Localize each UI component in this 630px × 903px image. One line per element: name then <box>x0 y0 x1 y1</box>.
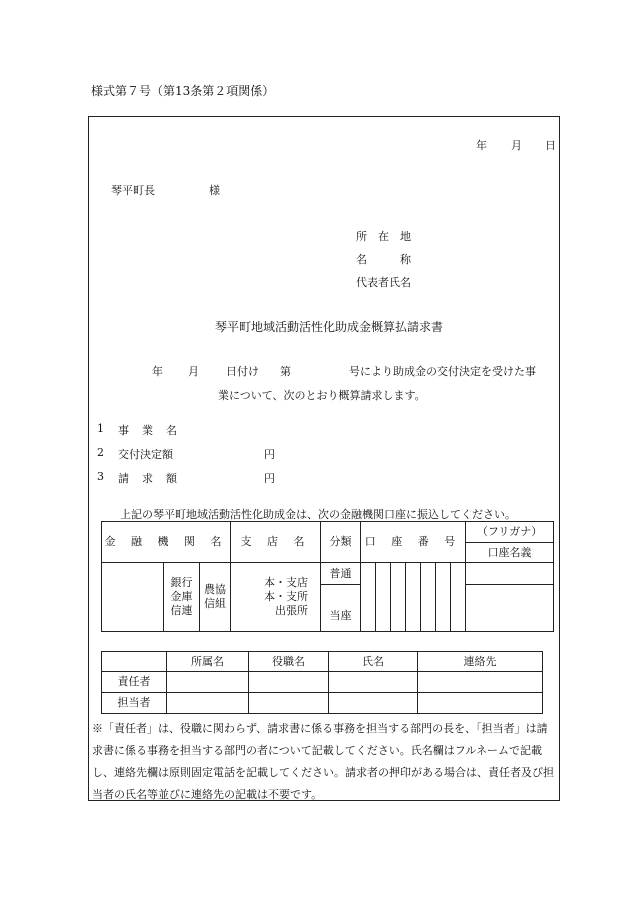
account-digit-7[interactable] <box>451 563 466 632</box>
branch-type-office: 本・支所 <box>264 590 309 604</box>
date-year-label: 年 <box>476 139 487 152</box>
bank-header-furigana: （フリガナ） <box>466 522 554 543</box>
item-2-label: 交付決定額 <box>118 448 173 461</box>
staff-name-cell[interactable] <box>329 693 418 714</box>
account-type-ordinary: 普通 <box>321 563 361 585</box>
addressee-name: 琴平町長 <box>111 184 155 197</box>
item-3-num: 3 <box>97 470 104 483</box>
bank-institution-name-cell[interactable] <box>102 563 164 632</box>
applicant-representative-label: 代表者氏名 <box>356 276 411 289</box>
bank-institution-types-2 <box>200 563 231 632</box>
bank-header-holder: 口座名義 <box>466 543 554 563</box>
account-holder-cell[interactable] <box>466 585 554 632</box>
item-2-num: 2 <box>97 446 104 459</box>
form-number: 様式第７号（第13条第２項関係） <box>91 84 275 98</box>
institution-type-nokyo: 農協 <box>204 583 226 597</box>
contact-header-position: 役職名 <box>249 652 329 672</box>
staff-position-cell[interactable] <box>249 693 329 714</box>
body-year: 年 <box>152 365 163 378</box>
account-digit-4[interactable] <box>406 563 421 632</box>
account-digit-5[interactable] <box>421 563 436 632</box>
staff-contact-cell[interactable] <box>418 693 543 714</box>
institution-type-shinkumi: 信組 <box>204 597 226 610</box>
bank-table <box>101 521 554 632</box>
account-type-current: 当座 <box>321 585 361 632</box>
document-title: 琴平町地域活動活性化助成金概算払請求書 <box>215 320 444 334</box>
date-day-label: 日 <box>545 139 556 152</box>
bank-intro: 上記の琴平町地域活動活性化助成金は、次の金融機関口座に振込してください。 <box>120 508 516 521</box>
item-3-label: 請 求 額 <box>118 472 178 485</box>
body-date-suffix: 日付け <box>226 365 259 378</box>
contact-header-name: 氏名 <box>329 652 418 672</box>
contact-row-responsible: 責任者 <box>102 672 167 693</box>
bank-header-institution: 金 融 機 関 名 <box>102 522 231 563</box>
contact-header-contact: 連絡先 <box>418 652 543 672</box>
item-3-unit: 円 <box>264 472 275 485</box>
responsible-name-cell[interactable] <box>329 672 418 693</box>
institution-type-bank: 銀行 <box>170 576 193 590</box>
date-month-label: 月 <box>511 139 522 152</box>
institution-type-shinren: 信連 <box>170 603 193 617</box>
body-line1-tail: 号により助成金の交付決定を受けた事 <box>349 365 536 378</box>
contact-corner-cell <box>102 652 167 672</box>
item-1-label: 事 業 名 <box>118 424 178 437</box>
responsible-department-cell[interactable] <box>167 672 249 693</box>
applicant-name-label: 名 称 <box>356 253 411 266</box>
body-line2: 業について、次のとおり概算請求します。 <box>218 389 426 402</box>
item-1-num: 1 <box>97 422 104 435</box>
account-digit-1[interactable] <box>361 563 376 632</box>
note-text: ※「責任者」は、役職に関わらず、請求書に係る事務を担当する部門の長を、「担当者」は請求書に係る事務を担当する部門の者について記載してください。氏名欄はフルネームで記載し、連絡先欄は原則固定電話を記載してください。請求者の押印がある場合は、責任者及び担当者の氏名等並びに連絡先の記載は不要です。 <box>92 722 554 801</box>
bank-institution-types-1 <box>164 563 200 632</box>
account-digit-2[interactable] <box>376 563 391 632</box>
bank-header-branch: 支 店 名 <box>231 522 321 563</box>
account-digit-6[interactable] <box>436 563 451 632</box>
account-digit-3[interactable] <box>391 563 406 632</box>
staff-department-cell[interactable] <box>167 693 249 714</box>
body-number-prefix: 第 <box>280 365 291 378</box>
bank-branch-cell[interactable] <box>231 563 321 632</box>
branch-type-substation: 出張所 <box>275 603 309 617</box>
bank-header-type: 分類 <box>321 522 361 563</box>
responsible-contact-cell[interactable] <box>418 672 543 693</box>
responsible-position-cell[interactable] <box>249 672 329 693</box>
body-month: 月 <box>188 365 199 378</box>
institution-type-shinkin: 金庫 <box>170 590 193 604</box>
account-furigana-cell[interactable] <box>466 563 554 585</box>
contact-row-staff: 担当者 <box>102 693 167 714</box>
bank-header-account-number: 口 座 番 号 <box>361 522 466 563</box>
applicant-address-label: 所 在 地 <box>356 230 411 243</box>
branch-type-branch: 本・支店 <box>264 576 309 590</box>
item-2-unit: 円 <box>264 448 275 461</box>
addressee-honorific: 様 <box>209 184 220 197</box>
contact-table <box>101 651 543 714</box>
contact-header-department: 所属名 <box>167 652 249 672</box>
